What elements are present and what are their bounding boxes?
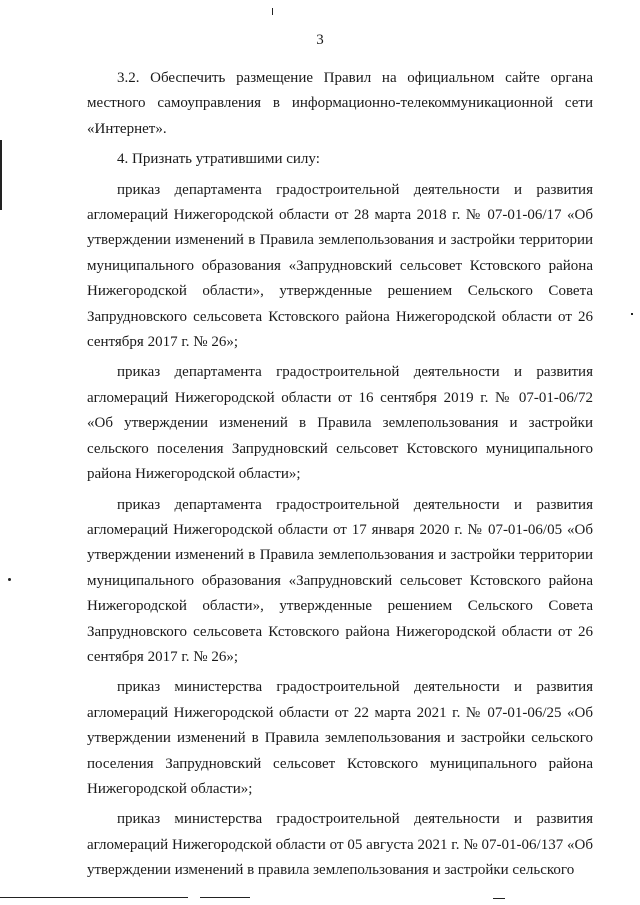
scan-mark-left-edge (0, 140, 2, 210)
page-number: 3 (316, 32, 324, 48)
scan-line-bottom-right (493, 898, 505, 899)
scan-line-bottom-left (0, 897, 188, 898)
paragraph-order-2021-august: приказ министерства градостроительной деятельности и развития агломераций Нижегородской области от 05 августа 2021 г. № 07-01-06/137 «Об утверждении изменений в правила землепользования и застройки сельского (87, 811, 593, 879)
scan-mark-left-dot (8, 578, 11, 581)
paragraph-publication: 3.2. Обеспечить размещение Правил на официальном сайте органа местного самоуправления в информационно-телекоммуникационной сети «Интернет». (87, 70, 593, 137)
scan-line-bottom-mid (200, 897, 250, 898)
scan-mark-right-dot (631, 313, 633, 315)
paragraph-order-2018: приказ департамента градостроительной деятельности и развития агломераций Нижегородской области от 28 марта 2018 г. № 07-01-06/17 «Об утверждении изменений в Правила землепользования и застройки территории муниципального образования «Запрудновский сельсовет Кстовского района Нижегородской области», утвержденные решением Сельского Совета Запрудновского сельсовета Кстовского района Нижегородской области от 26 сентября 2017 г. № 26»; (87, 181, 593, 351)
paragraph-order-2019: приказ департамента градостроительной деятельности и развития агломераций Нижегородской области от 16 сентября 2019 г. № 07-01-06/72 «Об утверждении изменений в Правила землепользования и застройки сельского поселения Запрудновский сельсовет Кстовского муниципального района Нижегородской области»; (87, 364, 593, 483)
paragraph-order-2021-march: приказ министерства градостроительной деятельности и развития агломераций Нижегородской области от 22 марта 2021 г. № 07-01-06/25 «Об утверждении изменений в Правила землепользования и застройки сельского поселения Запрудновский сельсовет Кстовского муниципального района Нижегородской области»; (87, 679, 593, 797)
paragraph-order-2020: приказ департамента градостроительной деятельности и развития агломераций Нижегородской области от 17 января 2020 г. № 07-01-06/05 «Об утверждении изменений в Правила землепользования и застройки территории муниципального образования «Запрудновский сельсовет Кстовского района Нижегородской области», утвержденные решением Сельского Совета Запрудновского сельсовета Кстовского района Нижегородской области от 26 сентября 2017 г. № 26»; (87, 496, 593, 665)
document-body (87, 66, 593, 884)
paragraph-repeal-heading: 4. Признать утратившими силу: (117, 151, 320, 168)
scan-mark-top (272, 8, 273, 15)
